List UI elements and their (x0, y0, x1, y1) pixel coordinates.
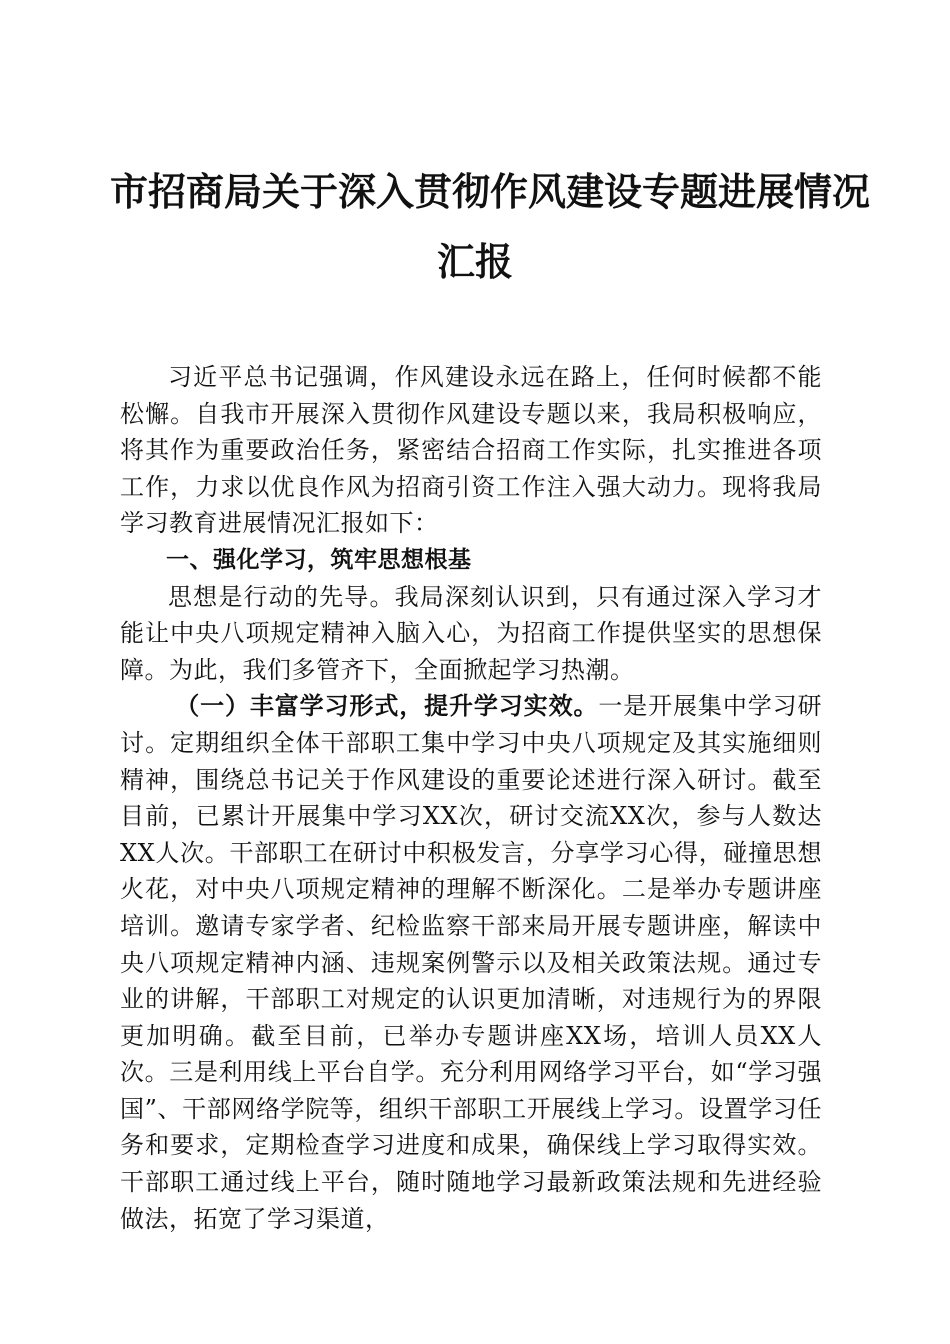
document-title-line1: 市招商局关于深入贯彻作风建设专题进展情况 (110, 169, 871, 214)
section1-paragraph: 思想是行动的先导。我局深刻认识到，只有通过深入学习才能让中央八项规定精神入脑入心，为招商工作提供坚实的思想保障。为此，我们多管齐下，全面掀起学习热潮。 (120, 582, 822, 684)
intro-paragraph: 习近平总书记强调，作风建设永远在路上，任何时候都不能松懈。自我市开展深入贯彻作风建设专题以来，我局积极响应，将其作为重要政治任务，紧密结合招商工作实际，扎实推进各项工作，力求以优良作风为招商引资工作注入强大动力。现将我局学习教育进展情况汇报如下： (120, 363, 822, 538)
section1-heading: 一、强化学习，筑牢思想根基 (166, 546, 472, 573)
subsection1-heading: （一）丰富学习形式，提升学习实效。 (175, 691, 599, 721)
subsection1-paragraph (120, 688, 822, 1237)
document-title-line2: 汇报 (436, 239, 513, 284)
subsection1-body: 一是开展集中学习研讨。定期组织全体干部职工集中学习中央八项规定及其实施细则精神，围绕总书记关于作风建设的重要论述进行深入研讨。截至目前，已累计开展集中学习XX次，研讨交流XX次，参与人数达XX人次。干部职工在研讨中积极发言，分享学习心得，碰撞思想火花，对中央八项规定精神的理解不断深化。二是举办专题讲座培训。邀请专家学者、纪检监察干部来局开展专题讲座，解读中央八项规定精神内涵、违规案例警示以及相关政策法规。通过专业的讲解，干部职工对规定的认识更加清晰，对违规行为的界限更加明确。截至目前，已举办专题讲座XX场，培训人员XX人次。三是利用线上平台自学。充分利用网络学习平台，如“学习强国”、干部网络学院等，组织干部职工开展线上学习。设置学习任务和要求，定期检查学习进度和成果，确保线上学习取得实效。干部职工通过线上平台，随时随地学习最新政策法规和先进经验做法，拓宽了学习渠道， (120, 692, 822, 1233)
document-body (120, 359, 822, 1237)
